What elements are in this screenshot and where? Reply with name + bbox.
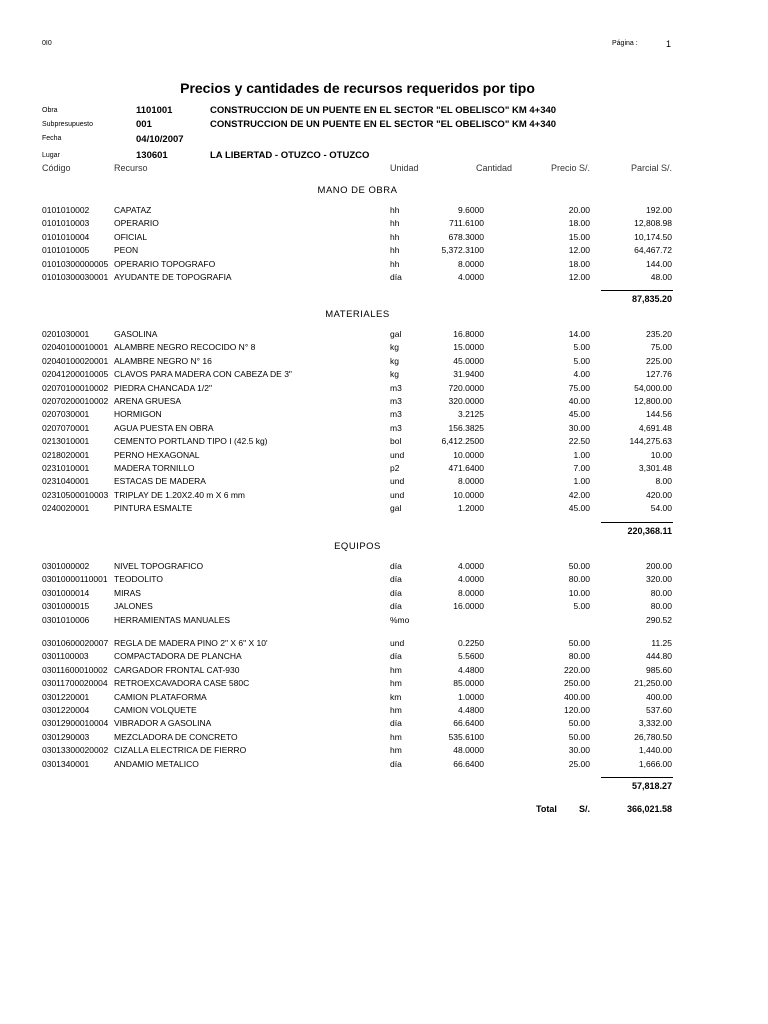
resource-unit: día (390, 272, 402, 282)
resource-unit: gal (390, 503, 402, 514)
resource-code: 01010300030001 (42, 272, 109, 282)
resource-partial: 192.00 (646, 205, 672, 215)
obra-label: Obra (42, 107, 58, 114)
resource-code: 0301290003 (42, 731, 90, 742)
table-row (0, 638, 768, 651)
resource-partial: 144,275.63 (629, 436, 672, 447)
resource-unit: kg (390, 355, 399, 366)
resource-partial: 80.00 (650, 601, 672, 612)
resource-name: AGUA PUESTA EN OBRA (114, 422, 214, 433)
resource-price: 1.00 (573, 476, 590, 487)
resource-partial: 235.20 (646, 329, 672, 339)
resource-name: REGLA DE MADERA PINO 2" X 6" X 10' (114, 638, 268, 648)
resource-quantity: 535.6100 (448, 731, 484, 742)
resource-quantity: 10.0000 (453, 489, 484, 500)
table-row (0, 356, 768, 369)
resource-partial: 26,780.50 (634, 731, 672, 742)
table-row (0, 409, 768, 422)
fecha-label: Fecha (42, 135, 62, 142)
resource-unit: día (390, 561, 402, 571)
resource-unit: und (390, 638, 405, 648)
resource-quantity: 678.3000 (448, 231, 484, 242)
resource-name: JALONES (114, 601, 153, 612)
resource-price: 18.00 (568, 218, 590, 229)
resource-quantity: 4.0000 (458, 272, 484, 282)
resource-price: 75.00 (568, 382, 590, 393)
subpresupuesto-label: Subpresupuesto (42, 121, 93, 128)
table-row (0, 561, 768, 574)
resource-unit: día (390, 651, 402, 662)
resource-price: 18.00 (568, 258, 590, 269)
resource-name: COMPACTADORA DE PLANCHA (114, 651, 242, 662)
resource-unit: bol (390, 436, 402, 447)
resource-name: VIBRADOR A GASOLINA (114, 718, 212, 729)
table-row (0, 218, 768, 231)
resource-code: 02041200010005 (42, 369, 109, 380)
table-row (0, 651, 768, 664)
resource-unit: m3 (390, 422, 402, 433)
subpresupuesto-code: 001 (136, 119, 152, 130)
section-header: MANO DE OBRA (317, 185, 398, 196)
resource-unit: hm (390, 745, 402, 756)
resource-partial: 10,174.50 (634, 231, 672, 242)
lugar-description: LA LIBERTAD - OTUZCO - OTUZCO (210, 150, 370, 161)
table-row (0, 369, 768, 382)
resource-quantity: 4.4800 (458, 664, 484, 675)
table-row (0, 272, 768, 285)
resource-unit: m3 (390, 382, 402, 393)
table-row (0, 665, 768, 678)
table-row (0, 490, 768, 503)
resource-code: 03012900010004 (42, 718, 109, 729)
resource-code: 0207030001 (42, 409, 90, 420)
table-row (0, 678, 768, 691)
resource-unit: p2 (390, 463, 400, 473)
resource-partial: 985.60 (646, 664, 672, 675)
resource-name: OPERARIO (114, 218, 159, 229)
table-row (0, 601, 768, 614)
resource-quantity: 156.3825 (448, 422, 484, 433)
column-header-recurso: Recurso (114, 163, 148, 173)
resource-name: TEODOLITO (114, 574, 163, 585)
resource-partial: 420.00 (646, 489, 672, 500)
resource-quantity: 471.6400 (448, 463, 484, 473)
resource-name: NIVEL TOPOGRAFICO (114, 561, 204, 571)
resource-partial: 144.56 (646, 409, 672, 420)
resource-partial: 4,691.48 (638, 422, 672, 433)
resource-price: 45.00 (568, 503, 590, 514)
obra-description: CONSTRUCCION DE UN PUENTE EN EL SECTOR "EL OBELISCO" KM 4+340 (210, 105, 557, 116)
resource-quantity: 1.2000 (458, 503, 484, 514)
resource-unit: hm (390, 731, 402, 742)
lugar-code: 130601 (136, 150, 168, 161)
table-row (0, 705, 768, 718)
resource-code: 0240020001 (42, 503, 90, 514)
subpresupuesto-description: CONSTRUCCION DE UN PUENTE EN EL SECTOR "EL OBELISCO" KM 4+340 (210, 119, 557, 130)
resource-price: 30.00 (568, 422, 590, 433)
resource-quantity: 15.0000 (453, 342, 484, 353)
resource-quantity: 48.0000 (453, 745, 484, 756)
resource-price: 5.00 (573, 342, 590, 353)
table-row (0, 232, 768, 245)
resource-code: 03011700020004 (42, 678, 108, 689)
resource-quantity: 1.0000 (458, 691, 484, 702)
resource-quantity: 66.6400 (453, 718, 484, 729)
resource-name: CIZALLA ELECTRICA DE FIERRO (114, 745, 247, 756)
resource-code: 03010000110001 (42, 574, 108, 585)
resource-name: CARGADOR FRONTAL CAT-930 (114, 664, 240, 675)
column-header-cantidad: Cantidad (475, 163, 512, 173)
resource-code: 0301100003 (42, 651, 89, 662)
section-header: EQUIPOS (334, 541, 381, 552)
section-subtotal: 87,835.20 (631, 294, 672, 305)
resource-name: GASOLINA (114, 329, 158, 339)
resource-unit: día (390, 758, 402, 769)
total-value: 366,021.58 (626, 804, 672, 814)
resource-code: 0101010002 (42, 205, 90, 215)
table-row (0, 342, 768, 355)
resource-unit: hh (390, 258, 400, 269)
table-row (0, 450, 768, 463)
resource-price: 40.00 (568, 396, 590, 406)
resource-quantity: 6,412.2500 (441, 436, 484, 447)
resource-quantity: 8.0000 (458, 587, 484, 598)
resource-quantity: 9.6000 (458, 205, 484, 215)
table-row (0, 245, 768, 258)
resource-name: CAMION VOLQUETE (114, 705, 197, 715)
resource-price: 30.00 (568, 745, 590, 756)
resource-code: 0301000015 (42, 601, 90, 612)
page-label: Página : (612, 40, 638, 47)
page-number: 1 (666, 39, 672, 49)
table-row (0, 205, 768, 218)
resource-unit: kg (390, 342, 399, 353)
resource-name: RETROEXCAVADORA CASE 580C (114, 678, 250, 689)
resource-partial: 12,808.98 (634, 218, 672, 229)
table-row (0, 383, 768, 396)
resource-partial: 12,800.00 (634, 396, 672, 406)
resource-unit: hh (390, 245, 400, 256)
resource-partial: 1,666.00 (638, 758, 672, 769)
resource-price: 80.00 (568, 651, 590, 662)
resource-name: OFICIAL (114, 231, 148, 242)
resource-quantity: 5,372.3100 (441, 245, 484, 256)
table-row (0, 259, 768, 272)
resource-name: PIEDRA CHANCADA 1/2" (114, 382, 212, 393)
resource-code: 0301340001 (42, 758, 90, 769)
resource-code: 02040100020001 (42, 355, 109, 366)
resource-price: 10.00 (568, 587, 590, 598)
resource-name: MADERA TORNILLO (114, 463, 195, 473)
total-label: Total (536, 804, 557, 814)
resource-unit: hm (390, 705, 402, 715)
resource-quantity: 5.5600 (458, 651, 484, 662)
resource-partial: 11.25 (651, 638, 672, 648)
resource-price: 7.00 (573, 463, 590, 473)
resource-unit: m3 (390, 409, 402, 420)
resource-partial: 1,440.00 (638, 745, 672, 756)
resource-quantity: 3.2125 (458, 409, 484, 420)
lugar-label: Lugar (42, 152, 60, 159)
column-header-precio: Precio S/. (550, 163, 590, 173)
resource-price: 80.00 (568, 574, 590, 585)
resource-quantity: 16.0000 (453, 601, 484, 612)
resource-partial: 320.00 (646, 574, 672, 585)
section-subtotal: 57,818.27 (631, 781, 672, 791)
resource-partial: 10.00 (650, 449, 672, 460)
resource-quantity: 4.0000 (458, 574, 484, 585)
resource-name: ESTACAS DE MADERA (114, 476, 206, 487)
resource-partial: 400.00 (646, 691, 672, 702)
table-row (0, 615, 768, 628)
resource-code: 03011600010002 (42, 664, 108, 675)
resource-name: OPERARIO TOPOGRAFO (114, 258, 216, 269)
column-header-unidad: Unidad (390, 163, 419, 173)
resource-price: 42.00 (568, 489, 590, 500)
resource-unit: kg (390, 369, 399, 380)
subtotal-rule (601, 777, 673, 778)
table-row (0, 718, 768, 731)
resource-quantity: 4.4800 (458, 705, 484, 715)
resource-quantity: 720.0000 (448, 382, 484, 393)
resource-name: MEZCLADORA DE CONCRETO (114, 731, 238, 742)
table-row (0, 436, 768, 449)
resource-code: 02040100010001 (42, 342, 109, 353)
resource-unit: hh (390, 205, 400, 215)
resource-unit: m3 (390, 396, 402, 406)
resource-name: HERRAMIENTAS MANUALES (114, 614, 231, 625)
table-row (0, 732, 768, 745)
resource-price: 12.00 (568, 272, 590, 282)
resource-quantity: 8.0000 (458, 476, 484, 487)
resource-code: 02310500010003 (42, 489, 109, 500)
resource-quantity: 31.9400 (453, 369, 484, 380)
resource-name: ANDAMIO METALICO (114, 758, 199, 769)
resource-price: 22.50 (568, 436, 590, 447)
resource-code: 03010600020007 (42, 638, 109, 648)
resource-price: 12.00 (568, 245, 590, 256)
resource-partial: 21,250.00 (634, 678, 672, 689)
resource-code: 0101010004 (42, 231, 90, 242)
table-row (0, 692, 768, 705)
resource-code: 0301220001 (42, 691, 90, 702)
resource-price: 25.00 (568, 758, 590, 769)
section-header: MATERIALES (325, 309, 390, 320)
resource-price: 220.00 (564, 664, 590, 675)
table-row (0, 329, 768, 342)
total-currency: S/. (579, 804, 591, 814)
resource-quantity: 85.0000 (453, 678, 484, 689)
resource-code: 0101010003 (42, 218, 90, 229)
resource-name: TRIPLAY DE 1.20X2.40 m X 6 mm (114, 489, 246, 500)
resource-name: PERNO HEXAGONAL (114, 449, 200, 460)
resource-quantity: 16.8000 (453, 329, 484, 339)
resource-quantity: 4.0000 (458, 561, 484, 571)
resource-price: 4.00 (573, 369, 590, 380)
resource-code: 0301000002 (42, 561, 90, 571)
table-row (0, 745, 768, 758)
resource-partial: 537.60 (646, 705, 672, 715)
table-row (0, 476, 768, 489)
resource-price: 45.00 (568, 409, 590, 420)
resource-partial: 3,301.48 (638, 463, 672, 473)
resource-partial: 80.00 (650, 587, 672, 598)
subtotal-rule (601, 522, 673, 523)
resource-unit: hm (390, 664, 402, 675)
resource-name: PEON (114, 245, 139, 256)
resource-code: 02070200010002 (42, 396, 109, 406)
table-row (0, 588, 768, 601)
resource-code: 0301000014 (42, 587, 90, 598)
resource-name: CAMION PLATAFORMA (114, 691, 207, 702)
resource-code: 01010300000005 (42, 258, 109, 269)
resource-code: 0101010005 (42, 245, 90, 256)
resource-partial: 225.00 (646, 355, 672, 366)
resource-price: 14.00 (568, 329, 590, 339)
resource-unit: und (390, 489, 405, 500)
resource-name: PINTURA ESMALTE (114, 503, 193, 514)
subtotal-rule (601, 290, 673, 291)
resource-unit: día (390, 601, 402, 612)
resource-unit: hh (390, 231, 400, 242)
resource-quantity: 8.0000 (458, 258, 484, 269)
resource-partial: 444.80 (646, 651, 672, 662)
resource-name: AYUDANTE DE TOPOGRAFIA (114, 272, 232, 282)
resource-unit: día (390, 587, 402, 598)
table-row (0, 503, 768, 516)
resource-name: ARENA GRUESA (114, 396, 182, 406)
fecha-value: 04/10/2007 (136, 134, 184, 145)
report-code: 0I0 (42, 40, 52, 47)
resource-partial: 200.00 (646, 561, 672, 571)
table-row (0, 396, 768, 409)
table-row (0, 574, 768, 587)
table-row (0, 423, 768, 436)
resource-code: 0301220004 (42, 705, 90, 715)
resource-quantity: 10.0000 (453, 449, 484, 460)
resource-code: 0201030001 (42, 329, 90, 339)
obra-code: 1101001 (136, 105, 173, 116)
resource-price: 50.00 (568, 731, 590, 742)
resource-partial: 8.00 (655, 476, 672, 487)
resource-code: 0231040001 (42, 476, 90, 487)
resource-price: 120.00 (564, 705, 590, 715)
resource-quantity: 45.0000 (453, 355, 484, 366)
resource-unit: hh (390, 218, 400, 229)
table-row (0, 463, 768, 476)
resource-name: ALAMBRE NEGRO N° 16 (114, 355, 212, 366)
resource-quantity: 711.6100 (449, 218, 484, 229)
resource-partial: 127.76 (646, 369, 672, 380)
resource-name: HORMIGON (114, 409, 162, 420)
resource-partial: 48.00 (650, 272, 672, 282)
resource-code: 0218020001 (42, 449, 90, 460)
resource-price: 5.00 (573, 601, 590, 612)
resource-code: 0231010001 (42, 463, 90, 473)
resource-unit: %mo (390, 614, 410, 625)
resource-price: 250.00 (564, 678, 590, 689)
section-subtotal: 220,368.11 (627, 525, 672, 536)
resource-unit: día (390, 718, 402, 729)
resource-code: 0301010006 (42, 614, 90, 625)
resource-partial: 64,467.72 (634, 245, 672, 256)
resource-price: 5.00 (573, 355, 590, 366)
resource-price: 1.00 (573, 449, 590, 460)
resource-quantity: 320.0000 (448, 396, 484, 406)
resource-partial: 54,000.00 (634, 382, 672, 393)
resource-name: CEMENTO PORTLAND TIPO I (42.5 kg) (114, 436, 268, 447)
resource-partial: 54.00 (650, 503, 672, 514)
resource-partial: 3,332.00 (638, 718, 672, 729)
resource-code: 0213010001 (42, 436, 90, 447)
resource-price: 15.00 (568, 231, 590, 242)
resource-unit: km (390, 691, 402, 702)
resource-name: CLAVOS PARA MADERA CON CABEZA DE 3" (114, 369, 292, 380)
column-header-codigo: Código (42, 163, 71, 173)
table-row (0, 759, 768, 772)
resource-quantity: 0.2250 (458, 638, 484, 648)
resource-name: ALAMBRE NEGRO RECOCIDO N° 8 (114, 342, 256, 353)
resource-partial: 75.00 (650, 342, 672, 353)
resource-code: 0207070001 (42, 422, 90, 433)
resource-price: 400.00 (564, 691, 590, 702)
resource-price: 50.00 (568, 561, 590, 571)
resource-price: 50.00 (568, 638, 590, 648)
resource-code: 02070100010002 (42, 382, 109, 393)
resource-unit: día (390, 574, 402, 585)
column-header-parcial: Parcial S/. (630, 163, 672, 173)
resource-partial: 144.00 (646, 258, 672, 269)
resource-unit: und (390, 476, 405, 487)
resource-unit: gal (390, 329, 402, 339)
resource-quantity: 66.6400 (453, 758, 484, 769)
resource-unit: hm (390, 678, 402, 689)
resource-price: 50.00 (568, 718, 590, 729)
resource-price: 20.00 (568, 205, 590, 215)
resource-name: MIRAS (114, 587, 141, 598)
resource-partial: 290.52 (646, 614, 672, 625)
resource-code: 03013300020002 (42, 745, 109, 756)
report-title: Precios y cantidades de recursos requeridos por tipo (180, 80, 535, 96)
resource-unit: und (390, 449, 405, 460)
resource-name: CAPATAZ (114, 205, 152, 215)
